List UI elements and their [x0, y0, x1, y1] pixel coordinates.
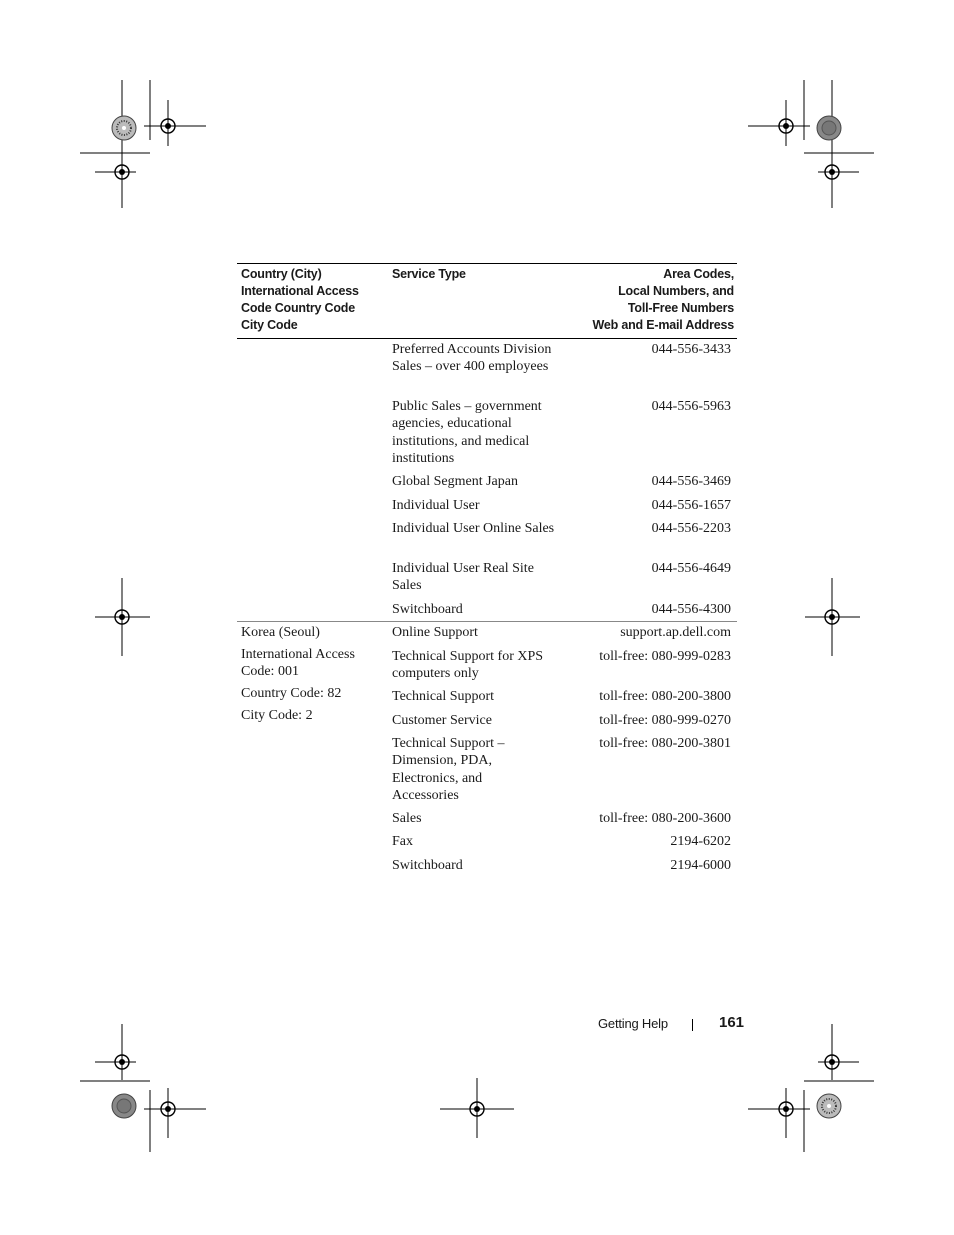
service-type: Global Segment Japan	[392, 474, 518, 489]
service-type: Online Support	[392, 625, 478, 640]
crop-mark-top-right	[734, 80, 874, 220]
service-type: Preferred Accounts Division Sales – over 400 employees	[392, 342, 552, 375]
country-separator	[237, 621, 737, 622]
contact-number: 044-556-2203	[651, 521, 731, 536]
country-info-korea	[241, 624, 381, 729]
contact-number: 044-556-4300	[651, 602, 731, 617]
contact-number: 044-556-3469	[651, 474, 731, 489]
service-type: Sales	[392, 811, 422, 826]
contact-number: 044-556-3433	[651, 342, 731, 357]
service-type: Switchboard	[392, 858, 463, 873]
intl-access-code: International Access Code: 001	[241, 647, 355, 680]
crop-mark-mid-left	[90, 578, 160, 658]
header-country-column: Country (City) International Access Code Country Code City Code	[241, 267, 359, 332]
header-service-type-column: Service Type	[392, 267, 466, 281]
crop-mark-bottom-left	[80, 1020, 220, 1160]
crop-mark-mid-right	[800, 578, 870, 658]
service-type: Switchboard	[392, 602, 463, 617]
service-type: Technical Support	[392, 689, 495, 704]
service-type: Individual User	[392, 498, 480, 513]
contact-number: toll-free: 080-999-0270	[599, 713, 731, 728]
service-type: Customer Service	[392, 713, 492, 728]
contact-number: toll-free: 080-200-3600	[599, 811, 731, 826]
service-type: Technical Support – Dimension, PDA, Electronics, and Accessories	[392, 736, 505, 804]
footer-section-title: Getting Help	[598, 1016, 668, 1031]
contact-number: support.ap.dell.com	[620, 625, 731, 640]
contact-number: 2194-6202	[670, 834, 731, 849]
contact-number: toll-free: 080-200-3800	[599, 689, 731, 704]
service-type: Individual User Online Sales	[392, 521, 555, 536]
contact-number: 044-556-1657	[651, 498, 731, 513]
crop-mark-bottom-right	[734, 1020, 874, 1160]
crop-mark-top-left	[80, 80, 220, 220]
contact-number: toll-free: 080-200-3801	[599, 736, 731, 751]
contact-number: 044-556-5963	[651, 399, 731, 414]
service-type: Individual User Real Site Sales	[392, 561, 534, 594]
service-type: Technical Support for XPS computers only	[392, 649, 544, 682]
footer-divider	[692, 1019, 693, 1031]
country-name: Korea (Seoul)	[241, 625, 320, 640]
service-type: Fax	[392, 834, 413, 849]
city-code: City Code: 2	[241, 708, 313, 724]
country-code: Country Code: 82	[241, 686, 342, 702]
contact-number: 044-556-4649	[651, 561, 731, 576]
crop-mark-bottom-center	[438, 1078, 518, 1142]
contact-number: 2194-6000	[670, 858, 731, 873]
header-numbers-column: Area Codes, Local Numbers, and Toll-Free Numbers Web and E-mail Address	[592, 267, 734, 332]
service-type: Public Sales – government agencies, educational institutions, and medical institutions	[392, 399, 542, 467]
table-header	[237, 263, 737, 338]
page-number: 161	[719, 1014, 745, 1031]
contact-number: toll-free: 080-999-0283	[599, 649, 731, 664]
table-header-rule	[237, 338, 737, 339]
